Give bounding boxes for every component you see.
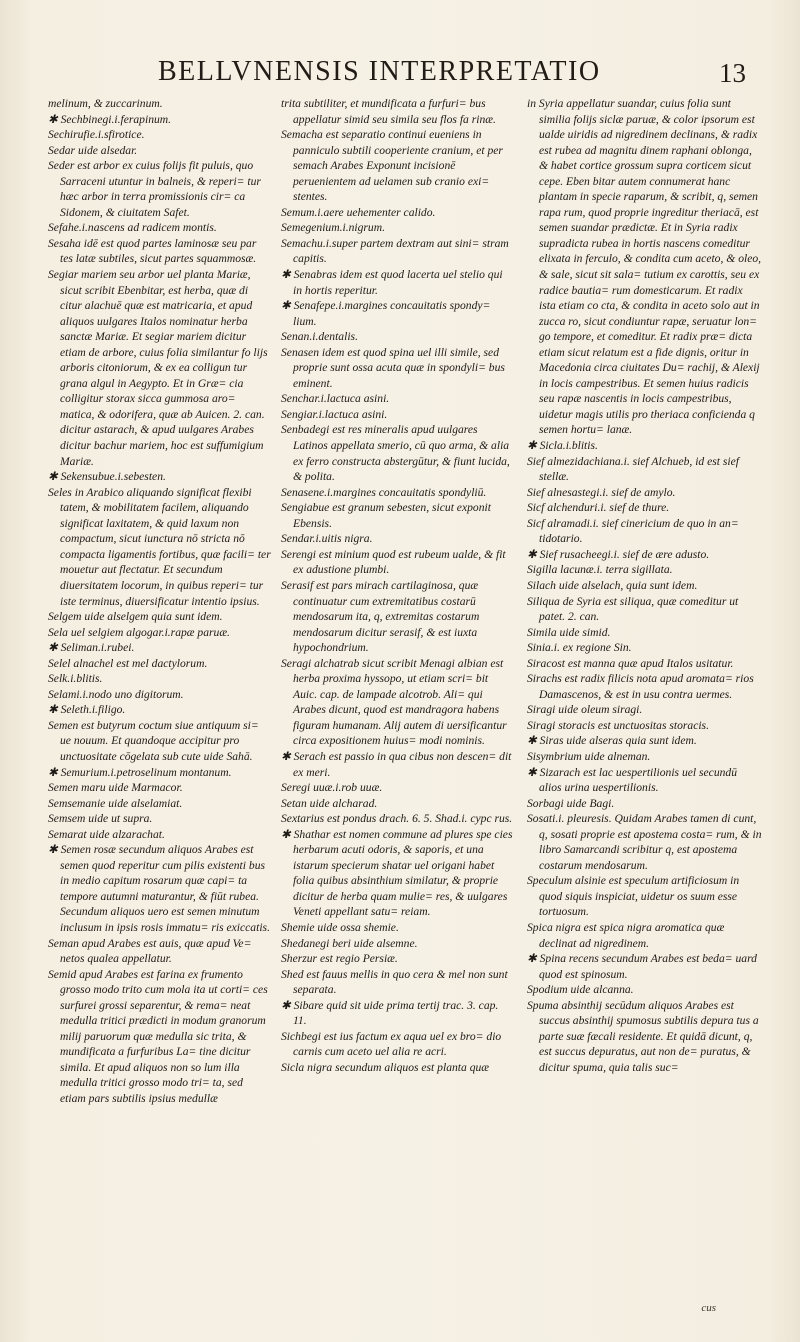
glossary-entry: Semid apud Arabes est farina ex frumento grosso modo trito cum mola ita ut corti= ces surfurei grossi separentur, & rema= neat medulla tritici prædicti in modum granorum milij paruorum quæ medulla sic trita, & mundificata a furfuribus La= tine dicitur simila. Et apud aliquos non so lum illa medulla tritici grosso modo tri= ta, sed etiam pars subtilis ipsius medullæ xyxy=(48,967,268,1105)
glossary-entry: Senchar.i.lactuca asini. xyxy=(281,392,390,406)
page-number: 13 xyxy=(719,58,746,88)
glossary-entry: ✱ Spina recens secundum Arabes est beda= uard quod est spinosum. xyxy=(527,952,757,981)
column-left xyxy=(48,96,277,1296)
glossary-entry: Serasif est pars mirach cartilaginosa, quæ continuatur cum extremitatibus costarū mendosarum ita, q, extremitas costarum mendosarum dicitur serasif, & est iuxta hypochondrium. xyxy=(281,578,480,655)
glossary-entry: Shedanegi beri uide alsemne. xyxy=(281,936,418,950)
text-columns xyxy=(48,96,762,1296)
glossary-entry: ✱ Seleth.i.filigo. xyxy=(48,703,126,717)
glossary-entry: Sengiar.i.lactuca asini. xyxy=(281,407,388,421)
glossary-entry: Sengiabue est granum sebesten, sicut exponit Ebensis. xyxy=(281,501,491,530)
glossary-entry: Seregi uuæ.i.rob uuæ. xyxy=(281,781,383,795)
glossary-entry: Senan.i.dentalis. xyxy=(281,330,358,344)
column-right xyxy=(519,96,762,1296)
glossary-entry: Sisymbrium uide alneman. xyxy=(527,749,651,763)
glossary-entry: Simila uide simid. xyxy=(527,625,611,639)
glossary-entry: Senasene.i.margines concauitatis spondyliū. xyxy=(281,485,487,499)
glossary-entry: Selel alnachel est mel dactylorum. xyxy=(48,656,208,670)
glossary-entry: Sedar uide alsedar. xyxy=(48,143,138,157)
glossary-entry: ✱ Sief rusacheegi.i. sief de ære adusto. xyxy=(527,547,710,561)
glossary-entry: Selgem uide alselgem quia sunt idem. xyxy=(48,610,223,624)
glossary-entry: ✱ Semurium.i.petroselinum montanum. xyxy=(48,765,232,779)
glossary-entry: Seder est arbor ex cuius folijs fit puluis, quo Sarraceni utuntur in balneis, & reperi= tur hæc arbor in terra promissionis cir= ca Sidonem, & ciuitatem Safet. xyxy=(48,159,261,219)
glossary-entry: Speculum alsinie est speculum artificiosum in quod siquis inspiciat, uidetur os suum esse tortuosum. xyxy=(527,874,740,919)
glossary-entry: ✱ Sechbinegi.i.ferapinum. xyxy=(48,112,172,126)
glossary-entry: Spuma absinthij secūdum aliquos Arabes est succus absinthij spumosus subtilis depura tus a parte suæ fæcali residente. Et quidā dicunt, q, est succus depuratus, aut non de= puratus, & dicitur spuma, quia talis suc= xyxy=(527,998,759,1074)
glossary-entry: Sherzur est regio Persiæ. xyxy=(281,952,398,966)
glossary-entry: Segiar mariem seu arbor uel planta Mariæ, sicut scribit Ebenbitar, est herba, quæ di citur alachuē quæ est matricaria, et apud aliquos uulgares Italos nominatur herba sanctæ Mariæ. Et segiar mariem dicitur etiam de arbore, cuius folia similantur fo lijs arboris citoniorum, & ex ea colligun tur grana algul in Aegypto. Et in Græ= cia colligitur storax sicca gummosa aro= matica, & odorifera, quæ ab Auicen. 2. can. dicitur astarach, & apud uulgares Arabes dicitur bachur mariem, hoc est suffumigium Mariæ. xyxy=(48,268,268,468)
glossary-entry: ✱ Sicla.i.blitis. xyxy=(527,439,598,453)
glossary-entry: Shed est fauus mellis in quo cera & mel non sunt separata. xyxy=(281,967,508,997)
glossary-entry: Sechirufie.i.sfirotice. xyxy=(48,128,145,142)
glossary-entry: ✱ Senabras idem est quod lacerta uel stelio qui in hortis reperitur. xyxy=(281,268,503,297)
glossary-entry: Senbadegi est res mineralis apud uulgares Latinos appellata smerio, cū quo arma, & alia ex ferro constructa abstergūtur, & fiunt lucida, & polita. xyxy=(281,423,510,484)
glossary-entry: Siragi uide oleum siragi. xyxy=(527,703,643,717)
glossary-entry: Siragi storacis est unctuositas storacis. xyxy=(527,718,709,732)
glossary-entry: ✱ Sibare quid sit uide prima tertij trac. 3. cap. 11. xyxy=(281,998,499,1028)
glossary-entry: Sinia.i. ex regione Sin. xyxy=(527,641,632,655)
glossary-entry: Selami.i.nodo uno digitorum. xyxy=(48,687,184,701)
glossary-entry: Selk.i.blitis. xyxy=(48,672,103,686)
glossary-entry: ✱ Siras uide alseras quia sunt idem. xyxy=(527,734,697,748)
glossary-entry: Sextarius est pondus drach. 6. 5. Shad.i. cypc rus. xyxy=(281,812,513,826)
glossary-entry: Semacha est separatio continui eueniens in panniculo subtili cooperiente cranium, et per semach Arabes Exponunt incisionē peruenientem ad uelamen sub cranio exi= stentes. xyxy=(281,128,503,204)
glossary-entry: in Syria appellatur suandar, cuius folia sunt similia folijs siclæ paruæ, & color ipsorum est ualde uiridis ad nigredinem declinans, & radix est rubea ad magnitu dinem raphani oblonga, & habet cortice grossum supra corticem sicut cepe. Eben bitar autem connumerat hanc plantam in specie raparum, & scribit, q, semen rapa rum, quod proprie ingreditur theriacā, est semen suandar prædictæ. Et in Syria radix supradicta rubea in hortis nascens comeditur elixata in ferculo, & condita cum aceto, & oleo, & sale, sicut sit sala= tutium ex carottis, seu ex radice bautia= rum domesticarum. Et radix ista etiam co cta, & condita in aceto solo aut in zucca ro, sicut condiuntur rapæ, seruatur lon= go tempore, et comeditur. Et radix præ= dicta etiam sicut relatum est a fide dignis, oritur in Macedonia circa ciuitates Du= rachij, & Alexij in locis campestribus. Et semen huius radicis seu rapæ nascentis in locis campestribus, uidetur magis utilis pro theriaca conficienda q semen hortu= lanæ. xyxy=(527,97,762,437)
glossary-entry: Sirachs est radix filicis nota apud aromata= rios Damascenos, & est in usu contra uermes. xyxy=(527,672,754,701)
glossary-entry: Sorbagi uide Bagi. xyxy=(527,796,615,810)
glossary-entry: Sief alnesastegi.i. sief de amylo. xyxy=(527,485,676,499)
glossary-entry: Spodium uide alcanna. xyxy=(527,983,634,997)
glossary-entry: Semsemanie uide alselamiat. xyxy=(48,796,183,810)
glossary-entry: Semarat uide alzarachat. xyxy=(48,827,165,841)
glossary-entry: Sicf alchenduri.i. sief de thure. xyxy=(527,501,670,515)
glossary-entry: Sichbegi est ius factum ex aqua uel ex bro= dio carnis cum aceto uel alia re acri. xyxy=(281,1029,502,1059)
glossary-entry: ✱ Semen rosæ secundum aliquos Arabes est semen quod reperitur cum pilis existenti bus in medio capitum rosarum quæ capi= ta tempore autumni maturantur, & fiūt rubea. Secundum aliquos uero est semen minutum inclusum in ipsis rosis immatu= ris exiccatis. xyxy=(48,843,270,934)
glossary-entry: Sendar.i.uitis nigra. xyxy=(281,532,373,546)
glossary-entry: ✱ Sekensubue.i.sebesten. xyxy=(48,470,166,484)
glossary-entry: ✱ Seliman.i.rubei. xyxy=(48,641,135,655)
glossary-entry: Seles in Arabico aliquando significat flexibi tatem, & mobilitatem facilem, aliquando significat laxitatem, & quid laxum non compactum, sicut iunctura nō stricta nō compacta ligamentis fortibus, quæ facili= ter mouetur aut flectatur. Et secundum diuersitatem locorum, in quibus reperi= tur iste terminus, diuersificatur intentio ipsius. xyxy=(48,485,271,608)
glossary-entry: Sefahe.i.nascens ad radicem montis. xyxy=(48,221,217,235)
glossary-entry: ✱ Sizarach est lac uespertilionis uel secundū alios urina uespertilionis. xyxy=(527,765,738,795)
glossary-entry: Sela uel selgiem algogar.i.rapæ paruæ. xyxy=(48,625,230,639)
glossary-entry: Sicla nigra secundum aliquos est planta quæ xyxy=(281,1060,490,1074)
glossary-entry: Semsem uide ut supra. xyxy=(48,812,153,826)
glossary-entry: Spica nigra est spica nigra aromatica quæ declinat ad nigredinem. xyxy=(527,920,725,950)
glossary-entry: Semen est butyrum coctum siue antiquum si= ue nouum. Et quandoque accipitur pro unctuositate cōgelata sub cute uide Sahā. xyxy=(48,718,259,763)
glossary-entry: Semen maru uide Marmacor. xyxy=(48,781,183,795)
glossary-entry: Serengi est minium quod est rubeum ualde, & fit ex adustione plumbi. xyxy=(281,547,506,577)
glossary-entry: melinum, & zuccarinum. xyxy=(48,97,163,110)
glossary-entry: ✱ Senafepe.i.margines concauitatis spondy= lium. xyxy=(281,299,491,328)
glossary-entry: Sigilla lacunæ.i. terra sigillata. xyxy=(527,563,673,577)
glossary-entry: Semegenium.i.nigrum. xyxy=(281,221,386,235)
glossary-entry: Shemie uide ossa shemie. xyxy=(281,920,399,934)
glossary-entry: Seman apud Arabes est auis, quæ apud Ve= netos qualea appellatur. xyxy=(48,936,252,966)
running-title: BELLVNENSIS INTERPRETATIO xyxy=(158,56,601,87)
glossary-entry: ✱ Shathar est nomen commune ad plures spe cies herbarum acuti odoris, & saporis, et una istarum specierum shatar uel origani habet folia quibus absinthium similatur, & proprie dicitur de herba quam mulie= res, & uulgares Veneti appellant satu= reiam. xyxy=(281,827,513,919)
glossary-entry: Siracost est manna quæ apud Italos usitatur. xyxy=(527,656,734,670)
page-header xyxy=(40,56,760,96)
glossary-entry: Seragi alchatrab sicut scribit Menagi albian est herba proxima hyssopo, ut etiam scri= bit Auic. cap. de lampade alcotrob. Ali= qui Arabes dicunt, quod est mandragora habens figuram humanam. Alij autem di uersificantur circa expositionem huius= modi nominis. xyxy=(281,656,507,748)
glossary-entry: trita subtiliter, et mundificata a furfuri= bus appellatur simid seu simila seu flos fa rinæ. xyxy=(281,97,496,126)
column-middle xyxy=(277,96,519,1296)
glossary-entry: Silach uide alselach, quia sunt idem. xyxy=(527,578,698,592)
glossary-entry: Sesaha idē est quod partes laminosæ seu par tes latæ subtiles, sicut partes squammosæ. xyxy=(48,236,257,266)
glossary-entry: Setan uide alcharad. xyxy=(281,796,378,810)
glossary-entry: Semum.i.aere uehementer calido. xyxy=(281,205,436,219)
glossary-entry: ✱ Serach est passio in qua cibus non descen= dit ex meri. xyxy=(281,749,512,779)
glossary-entry: Sief almezidachiana.i. sief Alchueb, id est sief stellæ. xyxy=(527,454,739,484)
glossary-entry: Sicf alramadi.i. sief cinericium de quo in an= tidotario. xyxy=(527,516,739,546)
glossary-entry: Semachu.i.super partem dextram aut sini= stram capitis. xyxy=(281,236,509,266)
glossary-entry: Siliqua de Syria est siliqua, quæ comeditur ut patet. 2. can. xyxy=(527,594,739,624)
glossary-entry: Sosati.i. pleuresis. Quidam Arabes tamen di cunt, q, sosati proprie est apostema costa= rum, & in libro Samarcandi scribitur q, est apostema costarum mendosarum. xyxy=(527,812,762,872)
glossary-entry: Senasen idem est quod spina uel illi simile, sed proprie sunt ossa acuta quæ in spondyli= bus eminent. xyxy=(281,345,505,390)
catchword: cus xyxy=(701,1302,716,1314)
